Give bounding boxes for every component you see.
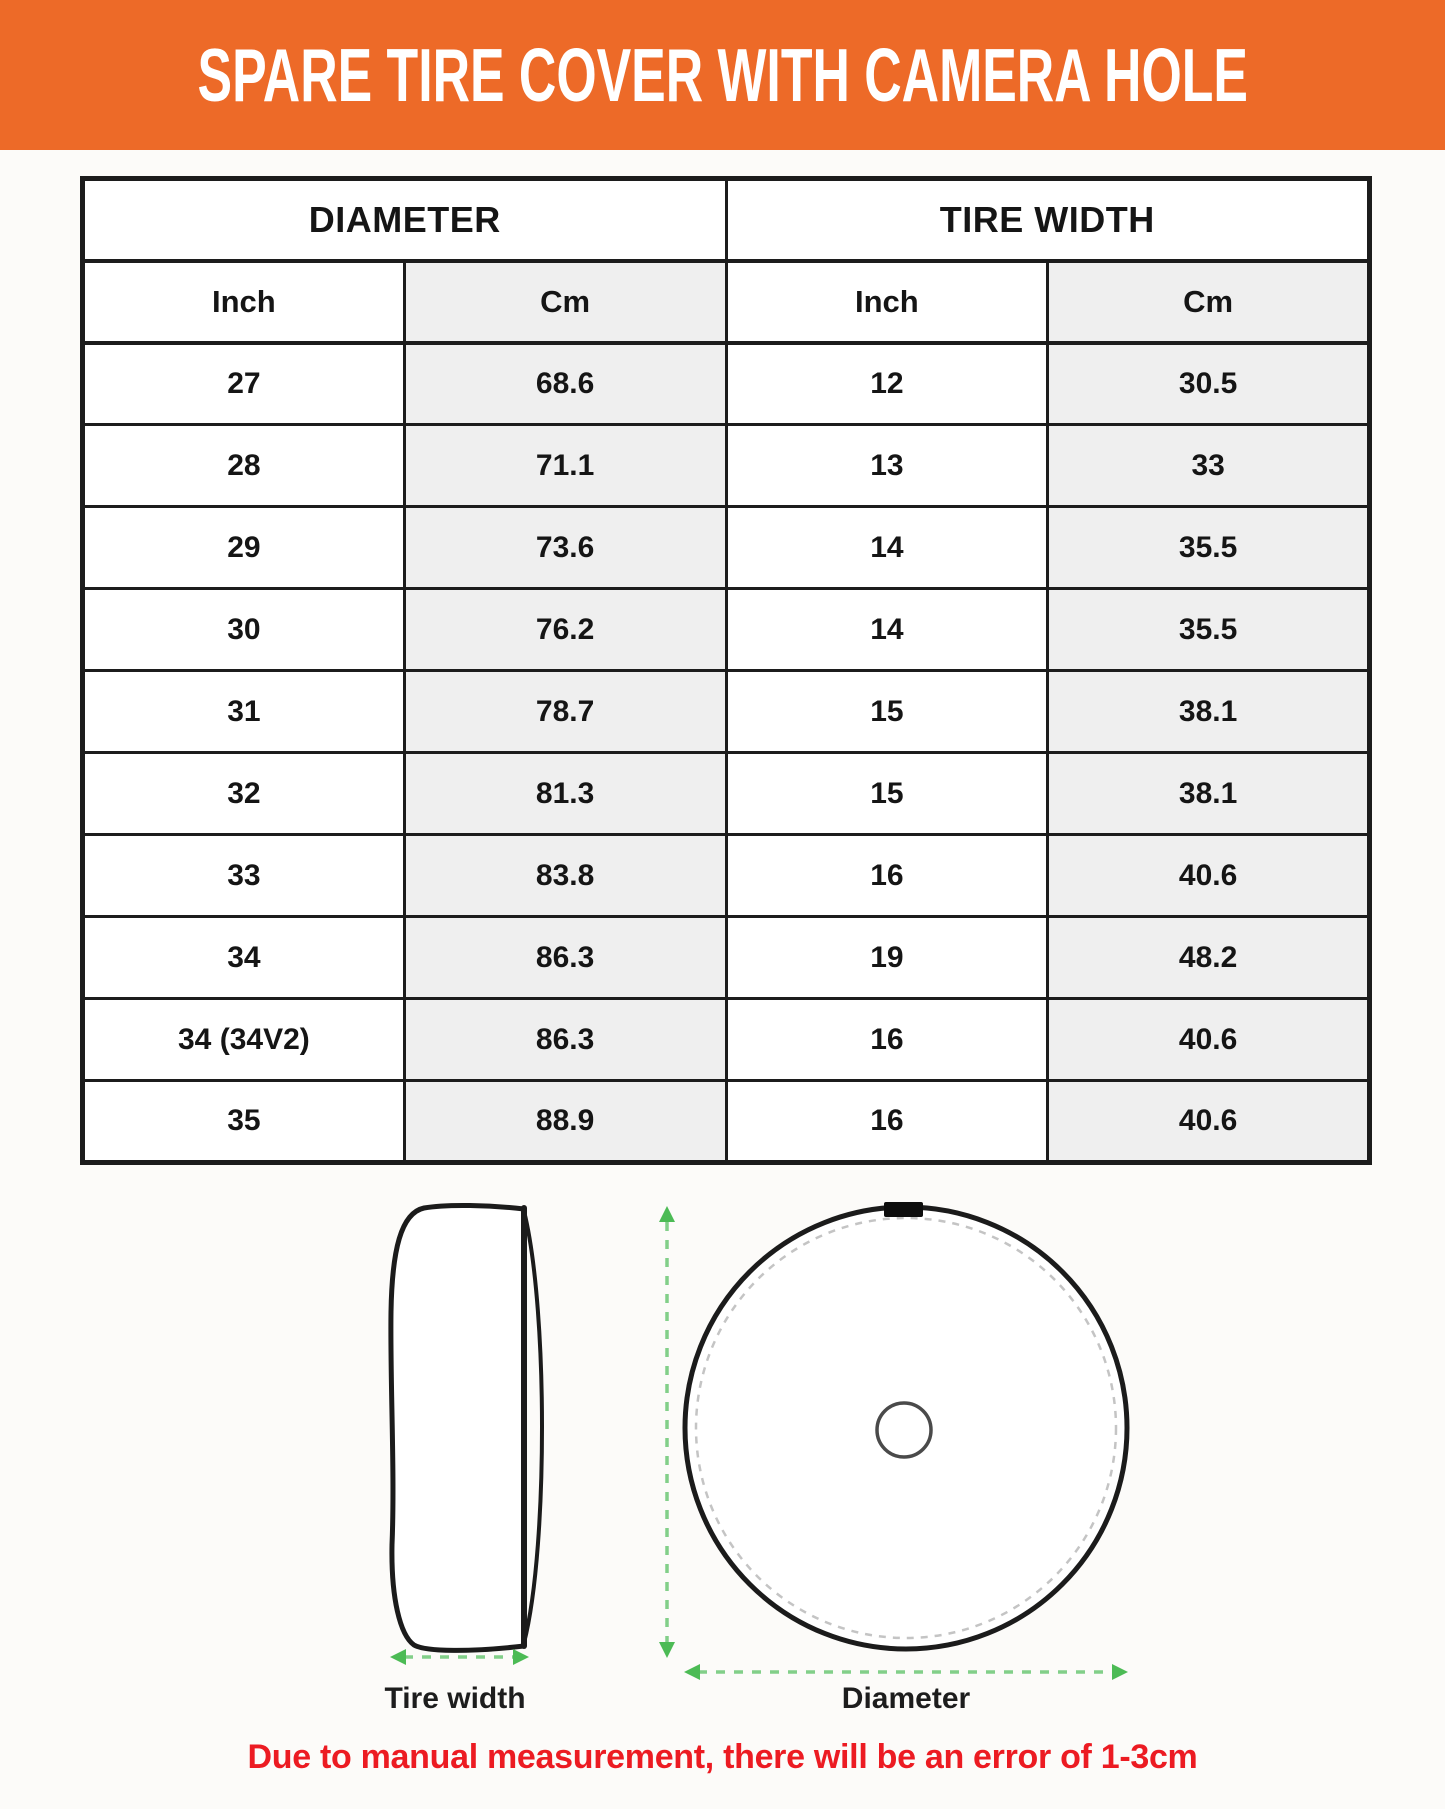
cell-diameter-inch: 33 (83, 835, 405, 917)
cell-width-cm: 40.6 (1048, 999, 1370, 1081)
column-group-tire-width: TIRE WIDTH (726, 179, 1370, 261)
cell-diameter-cm: 86.3 (404, 999, 726, 1081)
vertical-diameter-arrow (659, 1206, 675, 1658)
cell-width-inch: 14 (726, 589, 1048, 671)
cell-diameter-cm: 73.6 (404, 507, 726, 589)
cell-width-cm: 35.5 (1048, 589, 1370, 671)
table-row (83, 999, 1370, 1081)
cell-width-cm: 38.1 (1048, 753, 1370, 835)
tire-side-view (391, 1205, 542, 1650)
table-row (83, 835, 1370, 917)
table-row (83, 753, 1370, 835)
column-header-diameter-inch: Inch (83, 261, 405, 343)
cell-diameter-inch: 28 (83, 425, 405, 507)
cell-width-inch: 12 (726, 343, 1048, 425)
cell-diameter-cm: 86.3 (404, 917, 726, 999)
table-row (83, 917, 1370, 999)
size-table (80, 176, 1372, 1165)
cell-width-cm: 33 (1048, 425, 1370, 507)
cell-diameter-inch: 29 (83, 507, 405, 589)
cell-diameter-cm: 68.6 (404, 343, 726, 425)
cell-diameter-cm: 81.3 (404, 753, 726, 835)
table-unit-header-row (83, 261, 1370, 343)
table-row (83, 589, 1370, 671)
diameter-label: Diameter (841, 1682, 971, 1715)
cell-width-cm: 30.5 (1048, 343, 1370, 425)
table-group-header-row (83, 179, 1370, 261)
cell-diameter-inch: 34 (83, 917, 405, 999)
cell-diameter-inch: 34 (34V2) (83, 999, 405, 1081)
table-row (83, 1081, 1370, 1163)
column-header-diameter-cm: Cm (404, 261, 726, 343)
tire-width-label: Tire width (384, 1682, 526, 1715)
cell-width-inch: 15 (726, 753, 1048, 835)
table-row (83, 671, 1370, 753)
cell-width-inch: 16 (726, 1081, 1048, 1163)
cell-diameter-cm: 83.8 (404, 835, 726, 917)
page-title: SPARE TIRE COVER WITH CAMERA HOLE (197, 32, 1248, 118)
table-row (83, 425, 1370, 507)
cell-diameter-cm: 76.2 (404, 589, 726, 671)
cell-diameter-inch: 32 (83, 753, 405, 835)
handle-mark (884, 1202, 923, 1217)
cell-width-cm: 35.5 (1048, 507, 1370, 589)
cell-width-cm: 48.2 (1048, 917, 1370, 999)
cell-diameter-inch: 35 (83, 1081, 405, 1163)
table-row (83, 507, 1370, 589)
cell-width-inch: 15 (726, 671, 1048, 753)
cell-width-inch: 19 (726, 917, 1048, 999)
cell-width-inch: 14 (726, 507, 1048, 589)
column-group-diameter: DIAMETER (83, 179, 727, 261)
column-header-width-cm: Cm (1048, 261, 1370, 343)
cell-diameter-inch: 30 (83, 589, 405, 671)
banner (0, 0, 1445, 150)
cell-width-cm: 40.6 (1048, 835, 1370, 917)
camera-hole (877, 1403, 931, 1457)
disclaimer-text: Due to manual measurement, there will be an error of 1-3cm (247, 1738, 1198, 1776)
cell-width-inch: 16 (726, 835, 1048, 917)
cell-width-inch: 13 (726, 425, 1048, 507)
diameter-arrow (684, 1664, 1128, 1680)
cell-diameter-inch: 31 (83, 671, 405, 753)
tire-diagram (0, 1180, 1445, 1720)
cell-diameter-cm: 78.7 (404, 671, 726, 753)
cell-width-cm: 38.1 (1048, 671, 1370, 753)
tire-front-view (685, 1202, 1127, 1649)
table-row (83, 343, 1370, 425)
column-header-width-inch: Inch (726, 261, 1048, 343)
cell-width-inch: 16 (726, 999, 1048, 1081)
cell-width-cm: 40.6 (1048, 1081, 1370, 1163)
cell-diameter-inch: 27 (83, 343, 405, 425)
cell-diameter-cm: 88.9 (404, 1081, 726, 1163)
cell-diameter-cm: 71.1 (404, 425, 726, 507)
